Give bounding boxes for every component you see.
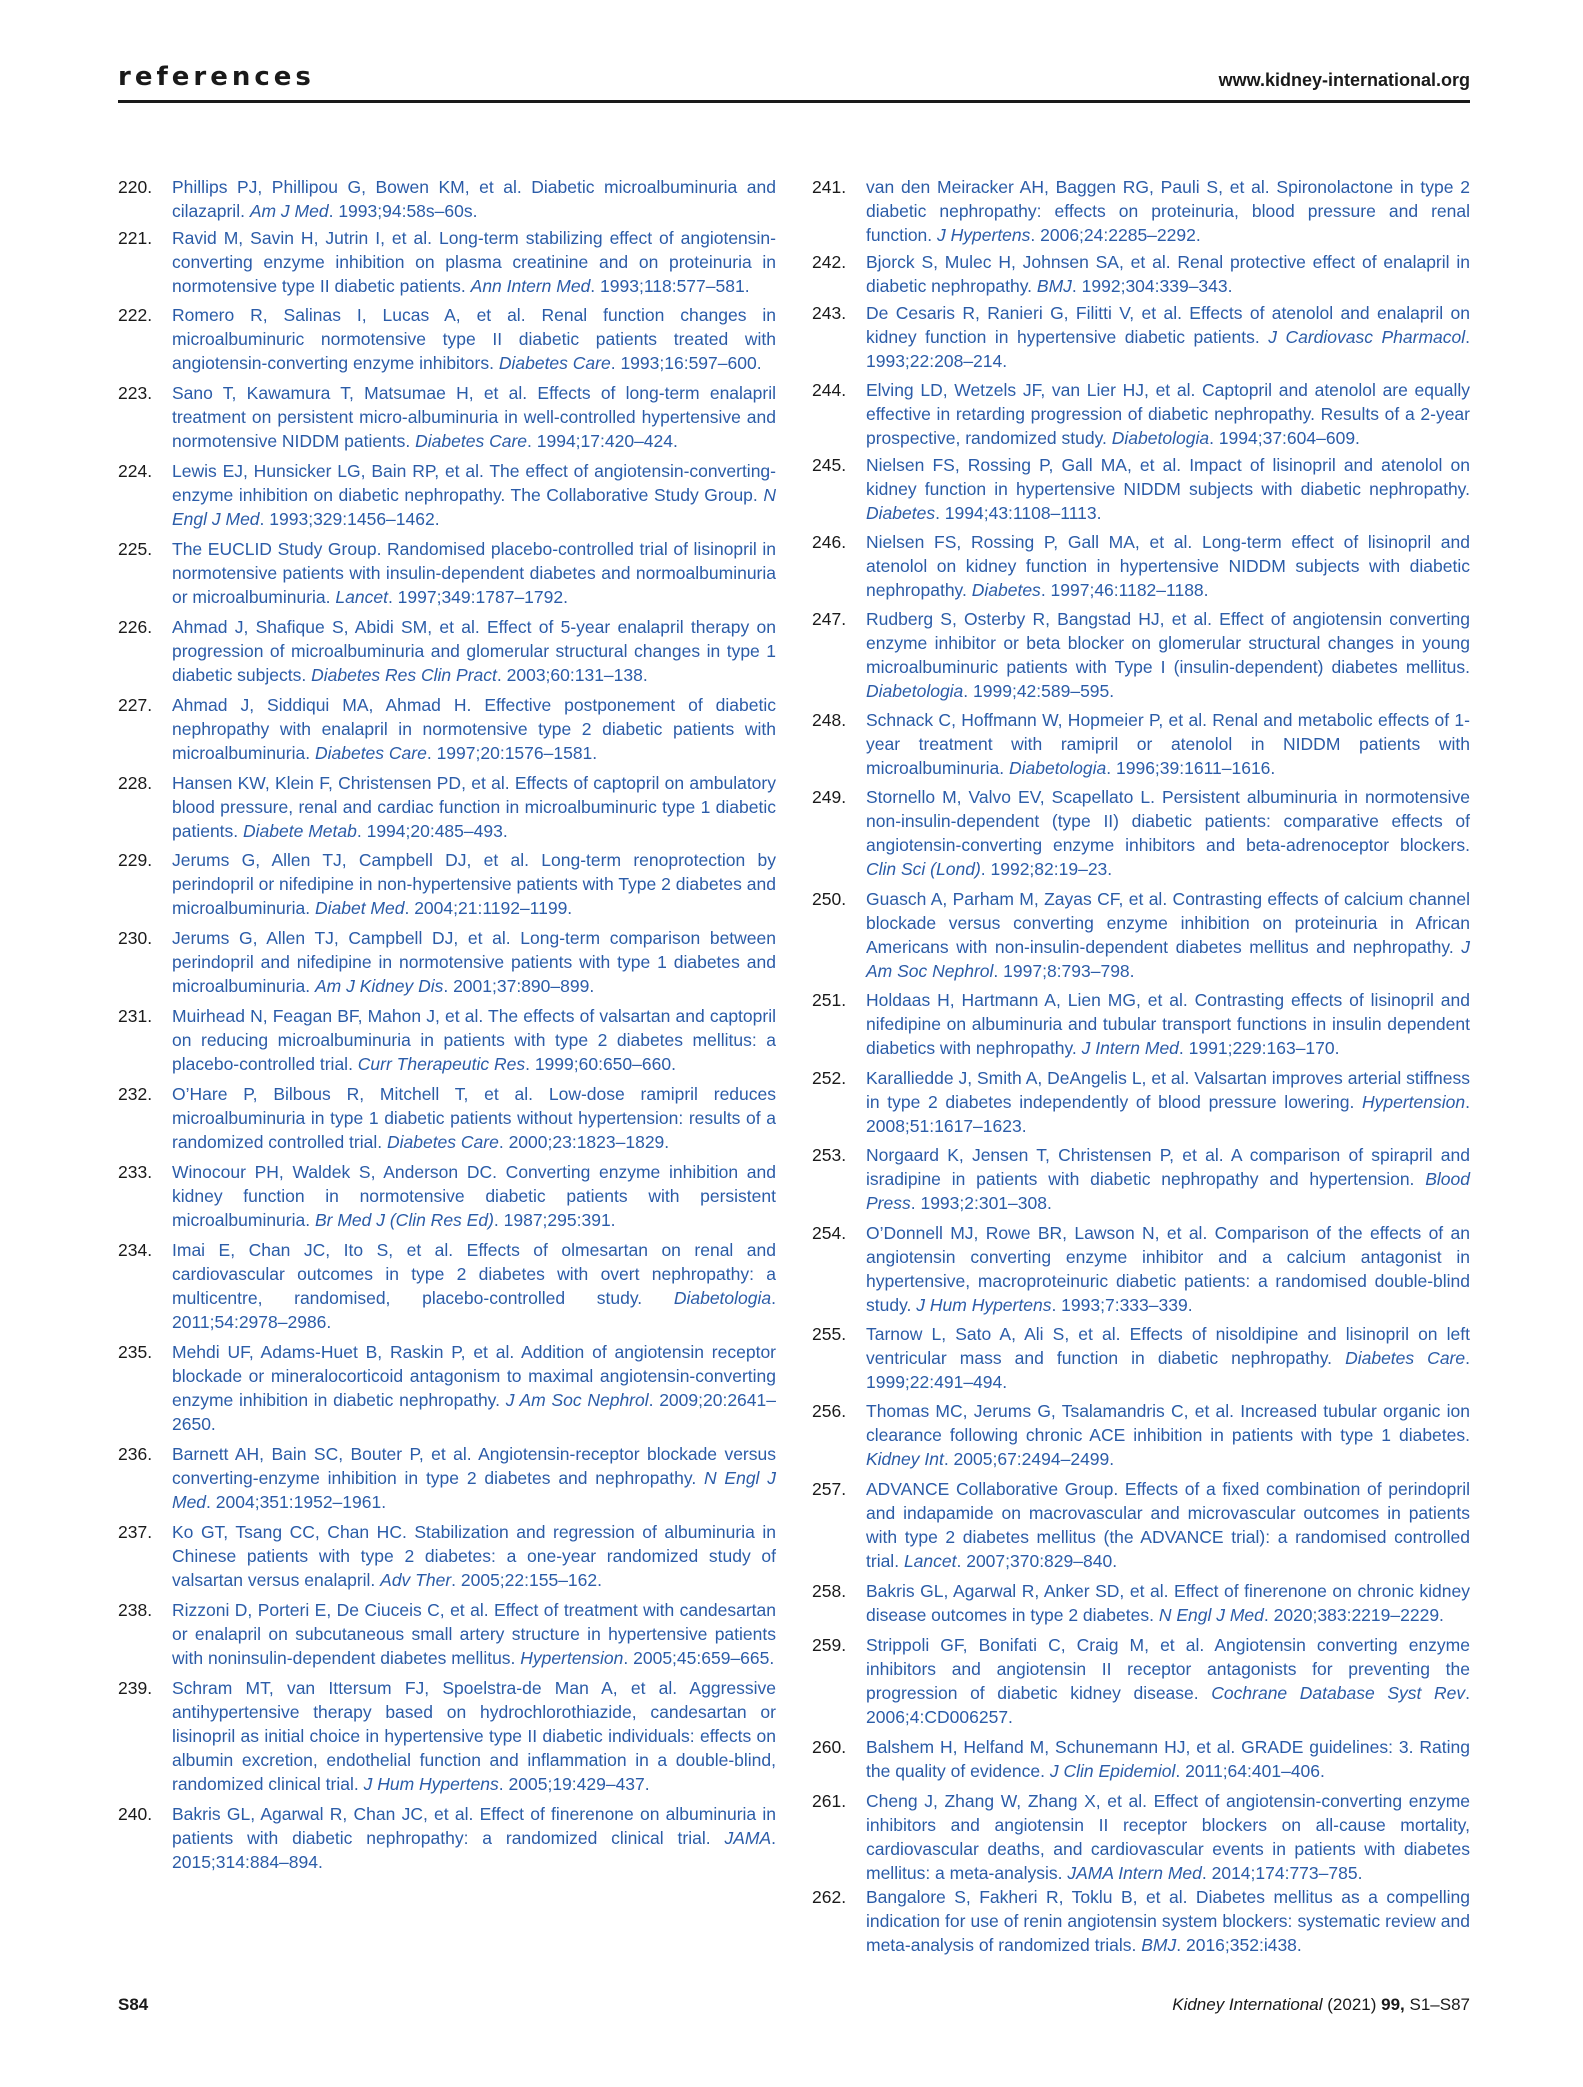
reference-number: 257. — [812, 1479, 847, 1499]
reference-number: 254. — [812, 1223, 847, 1243]
reference-link[interactable] — [172, 926, 776, 998]
reference-text: De Cesaris R, Ranieri G, Filitti V, et al. Effects of atenolol and enalapril on kidney function in hypertensive diabetic patients. — [866, 303, 1470, 347]
reference-item — [812, 250, 1470, 298]
reference-citation: . 1997;349:1787–1792. — [387, 587, 568, 607]
reference-number: 248. — [812, 710, 847, 730]
reference-number: 235. — [118, 1342, 153, 1362]
reference-link[interactable] — [172, 175, 776, 223]
reference-link[interactable] — [866, 607, 1470, 703]
journal-name: Kidney International — [1172, 1995, 1323, 2014]
reference-link[interactable] — [866, 1066, 1470, 1138]
reference-number: 224. — [118, 461, 153, 481]
reference-journal: BMJ — [1141, 1935, 1177, 1955]
reference-item — [118, 1676, 776, 1796]
reference-citation: . 1994;17:420–424. — [527, 431, 678, 451]
reference-text: Winocour PH, Waldek S, Anderson DC. Converting enzyme inhibition and kidney function in normotensive diabetic patients with persistent microalbuminuria. — [172, 1162, 776, 1230]
reference-text: Thomas MC, Jerums G, Tsalamandris C, et al. Increased tubular organic ion clearance following chronic ACE inhibition in patients with type 1 diabetes. — [866, 1401, 1470, 1445]
reference-link[interactable] — [866, 378, 1470, 450]
reference-journal: J Intern Med — [1081, 1038, 1179, 1058]
reference-item — [812, 453, 1470, 525]
reference-text: ADVANCE Collaborative Group. Effects of a fixed combination of perindopril and indapamide on macrovascular and microvascular outcomes in patients with type 2 diabetes mellitus (the ADVANCE trial): a randomised controlled trial. — [866, 1479, 1470, 1571]
reference-item — [118, 1238, 776, 1334]
reference-journal: Adv Ther — [380, 1570, 452, 1590]
reference-item — [118, 459, 776, 531]
reference-journal: Diabete Metab — [243, 821, 357, 841]
reference-text: Tarnow L, Sato A, Ali S, et al. Effects of nisoldipine and lisinopril on left ventricular mass and function in diabetic nephropathy. — [866, 1324, 1470, 1368]
reference-link[interactable] — [866, 1735, 1470, 1783]
reference-item — [812, 1399, 1470, 1471]
reference-journal: Diabetes Care — [415, 431, 528, 451]
reference-journal: Br Med J (Clin Res Ed) — [314, 1210, 494, 1230]
reference-text: Ko GT, Tsang CC, Chan HC. Stabilization and regression of albuminuria in Chinese patients with type 2 diabetes: a one-year randomized study of valsartan versus enalapril. — [172, 1522, 776, 1590]
reference-journal: Diabetes — [971, 580, 1041, 600]
reference-text: Barnett AH, Bain SC, Bouter P, et al. Angiotensin-receptor blockade versus converting-enzyme inhibition in type 2 diabetes and nephropathy. — [172, 1444, 776, 1488]
reference-journal: Kidney Int — [866, 1449, 944, 1469]
reference-text: Ravid M, Savin H, Jutrin I, et al. Long-term stabilizing effect of angiotensin-converting enzyme inhibition on plasma creatinine and on proteinuria in normotensive type II diabetic patients. — [172, 228, 776, 296]
reference-citation: . 2009;20:2641–2650. — [172, 1390, 776, 1434]
reference-journal: Diabetes Care — [1345, 1348, 1466, 1368]
reference-text: Ahmad J, Shafique S, Abidi SM, et al. Effect of 5-year enalapril therapy on progression of microalbuminuria and glomerular structural changes in type 1 diabetic subjects. — [172, 617, 776, 685]
reference-number: 231. — [118, 1006, 153, 1026]
reference-link[interactable] — [172, 1238, 776, 1334]
reference-text: Rudberg S, Osterby R, Bangstad HJ, et al. Effect of angiotensin converting enzyme inhibitor or beta blocker on glomerular structural changes in young microalbuminuric patients with Type I (insulin-dependent) diabetes mellitus. — [866, 609, 1470, 677]
reference-citation: . 1992;82:19–23. — [980, 859, 1113, 879]
reference-link[interactable] — [172, 615, 776, 687]
reference-item — [118, 1442, 776, 1514]
reference-link[interactable] — [172, 848, 776, 920]
reference-text: Bakris GL, Agarwal R, Anker SD, et al. Effect of finerenone on chronic kidney disease outcomes in type 2 diabetes. — [866, 1581, 1470, 1625]
reference-text: Holdaas H, Hartmann A, Lien MG, et al. Contrasting effects of lisinopril and nifedipine on albuminuria and tubular transport functions in insulin dependent diabetics with nephropathy. — [866, 990, 1470, 1058]
reference-text: Rizzoni D, Porteri E, De Ciuceis C, et al. Effect of treatment with candesartan or enalapril on subcutaneous small artery structure in hypertensive patients with noninsulin-dependent diabetes mellitus. — [172, 1600, 776, 1668]
reference-link[interactable] — [866, 785, 1470, 881]
reference-link[interactable] — [866, 530, 1470, 602]
reference-journal: N Engl J Med — [172, 485, 776, 529]
reference-link[interactable] — [866, 1143, 1470, 1215]
reference-citation: . 1993;118:577–581. — [590, 276, 750, 296]
journal-citation — [1172, 1995, 1470, 2015]
reference-journal: BMJ — [1036, 276, 1072, 296]
reference-citation: . 2003;60:131–138. — [496, 665, 648, 685]
reference-item — [118, 1802, 776, 1874]
reference-text: Strippoli GF, Bonifati C, Craig M, et al. Angiotensin converting enzyme inhibitors and angiotensin II receptor antagonists for preventing the progression of diabetic kidney disease. — [866, 1635, 1470, 1703]
reference-citation: . 1999;60:650–660. — [525, 1054, 676, 1074]
reference-item — [812, 1885, 1470, 1957]
reference-link[interactable] — [172, 1340, 776, 1436]
reference-number: 233. — [118, 1162, 153, 1182]
reference-item — [118, 771, 776, 843]
page-number: S84 — [118, 1995, 149, 2014]
reference-text: Bjorck S, Mulec H, Johnsen SA, et al. Renal protective effect of enalapril in diabetic nephropathy. — [866, 252, 1470, 296]
reference-citation: . 1996;39:1611–1616. — [1106, 758, 1276, 778]
reference-number: 251. — [812, 990, 847, 1010]
journal-pages: S1–S87 — [1409, 1995, 1470, 2014]
reference-text: Muirhead N, Feagan BF, Mahon J, et al. The effects of valsartan and captopril on reducing microalbuminuria in patients with type 2 diabetes mellitus: a placebo-controlled trial. — [172, 1006, 776, 1074]
section-title: references — [118, 62, 315, 92]
reference-citation: . 2016;352:i438. — [1176, 1935, 1302, 1955]
reference-number: 260. — [812, 1737, 847, 1757]
reference-journal: Diabetologia — [673, 1288, 772, 1308]
reference-text: Nielsen FS, Rossing P, Gall MA, et al. Impact of lisinopril and atenolol on kidney function in hypertensive NIDDM subjects with diabetic nephropathy. — [866, 455, 1470, 499]
reference-citation: . 1993;16:597–600. — [610, 353, 762, 373]
reference-item — [118, 226, 776, 298]
reference-journal: Hypertension — [520, 1648, 624, 1668]
reference-citation: . 1987;295:391. — [493, 1210, 616, 1230]
reference-number: 241. — [812, 177, 847, 197]
reference-journal: J Hypertens — [937, 225, 1031, 245]
reference-link[interactable] — [866, 453, 1470, 525]
reference-link[interactable] — [172, 381, 776, 453]
reference-citation: . 2011;64:401–406. — [1175, 1761, 1325, 1781]
reference-citation: . 1993;329:1456–1462. — [259, 509, 440, 529]
journal-year: (2021) — [1327, 1995, 1377, 2014]
reference-journal: Hypertension — [1362, 1092, 1466, 1112]
reference-item — [812, 1143, 1470, 1215]
reference-item — [118, 1598, 776, 1670]
reference-number: 246. — [812, 532, 847, 552]
reference-number: 252. — [812, 1068, 847, 1088]
reference-number: 228. — [118, 773, 153, 793]
reference-link[interactable] — [866, 1885, 1470, 1957]
reference-text: The EUCLID Study Group. Randomised placebo-controlled trial of lisinopril in normotensive patients with insulin-dependent diabetes and normoalbuminuria or microalbuminuria. — [172, 539, 776, 607]
reference-item — [812, 1789, 1470, 1885]
reference-link[interactable] — [866, 1399, 1470, 1471]
reference-citation: . 1999;22:491–494. — [866, 1348, 1470, 1392]
reference-journal: Cochrane Database Syst Rev — [1211, 1683, 1466, 1703]
reference-link[interactable] — [172, 1520, 776, 1592]
reference-text: Jerums G, Allen TJ, Campbell DJ, et al. Long-term renoprotection by perindopril or nifedipine in non-hypertensive patients with Type 2 diabetes and microalbuminuria. — [172, 850, 776, 918]
reference-journal: Diabetes — [866, 503, 936, 523]
reference-number: 250. — [812, 889, 847, 909]
reference-citation: . 2015;314:884–894. — [172, 1828, 776, 1872]
reference-citation: . 1997;8:793–798. — [993, 961, 1135, 981]
reference-number: 258. — [812, 1581, 847, 1601]
reference-citation: . 1993;94:58s–60s. — [328, 201, 478, 221]
reference-link[interactable] — [866, 887, 1470, 983]
reference-text: Sano T, Kawamura T, Matsumae H, et al. Effects of long-term enalapril treatment on persistent micro-albuminuria in well-controlled hypertensive and normotensive NIDDM patients. — [172, 383, 776, 451]
reference-citation: . 1993;2:301–308. — [910, 1193, 1052, 1213]
reference-citation: . 1993;7:333–339. — [1051, 1295, 1193, 1315]
reference-journal: Diabetes Care — [314, 743, 427, 763]
page-header — [118, 60, 1470, 103]
reference-item — [812, 301, 1470, 373]
reference-number: 234. — [118, 1240, 153, 1260]
reference-link[interactable] — [172, 693, 776, 765]
reference-journal: J Clin Epidemiol — [1049, 1761, 1176, 1781]
reference-link[interactable] — [172, 537, 776, 609]
reference-number: 227. — [118, 695, 153, 715]
reference-journal: Clin Sci (Lond) — [866, 859, 981, 879]
reference-item — [118, 303, 776, 375]
reference-number: 237. — [118, 1522, 153, 1542]
reference-item — [812, 785, 1470, 881]
reference-item — [118, 1160, 776, 1232]
reference-link[interactable] — [866, 708, 1470, 780]
reference-citation: . 2011;54:2978–2986. — [172, 1288, 776, 1332]
reference-column-left — [118, 175, 776, 1874]
reference-number: 259. — [812, 1635, 847, 1655]
reference-number: 256. — [812, 1401, 847, 1421]
reference-journal: Curr Therapeutic Res — [357, 1054, 526, 1074]
reference-text: Imai E, Chan JC, Ito S, et al. Effects of olmesartan on renal and cardiovascular outcomes in type 2 diabetes with overt nephropathy: a multicentre, randomised, placebo-controlled study. — [172, 1240, 776, 1308]
reference-journal: J Hum Hypertens — [363, 1774, 499, 1794]
reference-journal: Lancet — [335, 587, 388, 607]
reference-number: 236. — [118, 1444, 153, 1464]
reference-link[interactable] — [172, 226, 776, 298]
reference-number: 247. — [812, 609, 847, 629]
reference-journal: Ann Intern Med — [470, 276, 591, 296]
reference-item — [118, 175, 776, 223]
reference-number: 238. — [118, 1600, 153, 1620]
reference-link[interactable] — [172, 1160, 776, 1232]
reference-journal: J Hum Hypertens — [916, 1295, 1052, 1315]
reference-citation: . 2007;370:829–840. — [956, 1551, 1118, 1571]
reference-text: Hansen KW, Klein F, Christensen PD, et al. Effects of captopril on ambulatory blood pressure, renal and cardiac function in microalbuminuric type 1 diabetic patients. — [172, 773, 776, 841]
reference-text: Guasch A, Parham M, Zayas CF, et al. Contrasting effects of calcium channel blockade versus converting enzyme inhibition on proteinuria in African Americans with non-insulin-dependent diabetes mellitus and nephropathy. — [866, 889, 1470, 957]
reference-text: Ahmad J, Siddiqui MA, Ahmad H. Effective postponement of diabetic nephropathy with enalapril in normotensive type 2 diabetic patients with microalbuminuria. — [172, 695, 776, 763]
reference-number: 244. — [812, 380, 847, 400]
reference-item — [118, 693, 776, 765]
reference-citation: . 2005;45:659–665. — [623, 1648, 775, 1668]
reference-journal: Diabetologia — [866, 681, 964, 701]
reference-item — [118, 381, 776, 453]
reference-citation: . 1991;229:163–170. — [1178, 1038, 1340, 1058]
reference-link[interactable] — [866, 175, 1470, 247]
reference-journal: JAMA Intern Med — [1067, 1863, 1202, 1883]
reference-number: 225. — [118, 539, 153, 559]
reference-number: 253. — [812, 1145, 847, 1165]
reference-number: 262. — [812, 1887, 847, 1907]
reference-item — [118, 537, 776, 609]
reference-text: Mehdi UF, Adams-Huet B, Raskin P, et al. Addition of angiotensin receptor blockade or mineralocorticoid antagonism to maximal angiotensin-converting enzyme inhibition in diabetic nephropathy. — [172, 1342, 776, 1410]
reference-text: Romero R, Salinas I, Lucas A, et al. Renal function changes in microalbuminuric normotensive type II diabetic patients treated with angiotensin-converting enzyme inhibitors. — [172, 305, 776, 373]
reference-journal: JAMA — [724, 1828, 772, 1848]
reference-link[interactable] — [866, 1789, 1470, 1885]
reference-citation: . 1992;304:339–343. — [1071, 276, 1233, 296]
reference-number: 239. — [118, 1678, 153, 1698]
reference-citation: . 2005;67:2494–2499. — [943, 1449, 1115, 1469]
site-url[interactable]: www.kidney-international.org — [1218, 70, 1470, 90]
reference-link[interactable] — [172, 1802, 776, 1874]
reference-item — [812, 1322, 1470, 1394]
reference-citation: . 1997;46:1182–1188. — [1040, 580, 1209, 600]
reference-citation: . 2004;21:1192–1199. — [404, 898, 573, 918]
reference-link[interactable] — [866, 988, 1470, 1060]
reference-number: 243. — [812, 303, 847, 323]
reference-item — [118, 926, 776, 998]
reference-item — [812, 887, 1470, 983]
reference-number: 249. — [812, 787, 847, 807]
reference-item — [812, 1633, 1470, 1729]
reference-number: 242. — [812, 252, 847, 272]
reference-number: 221. — [118, 228, 153, 248]
reference-item — [812, 607, 1470, 703]
reference-citation: . 2006;24:2285–2292. — [1030, 225, 1201, 245]
reference-link[interactable] — [172, 771, 776, 843]
reference-citation: . 1999;42:589–595. — [963, 681, 1115, 701]
reference-text: Balshem H, Helfand M, Schunemann HJ, et al. GRADE guidelines: 3. Rating the quality of evidence. — [866, 1737, 1470, 1781]
reference-journal: J Am Soc Nephrol — [505, 1390, 649, 1410]
reference-item — [118, 1520, 776, 1592]
reference-journal: N Engl J Med — [1158, 1605, 1264, 1625]
reference-text: Lewis EJ, Hunsicker LG, Bain RP, et al. The effect of angiotensin-converting-enzyme inhibition on diabetic nephropathy. The Collaborative Study Group. — [172, 461, 776, 505]
reference-text: Phillips PJ, Phillipou G, Bowen KM, et al. Diabetic microalbuminuria and cilazapril. — [172, 177, 776, 221]
reference-journal: Diabet Med — [314, 898, 405, 918]
reference-text: O’Donnell MJ, Rowe BR, Lawson N, et al. Comparison of the effects of an angiotensin converting enzyme inhibitor and a calcium antagonist in hypertensive, macroproteinuric diabetic patients: a randomised double-blind study. — [866, 1223, 1470, 1315]
reference-number: 245. — [812, 455, 847, 475]
reference-link[interactable] — [866, 1477, 1470, 1573]
reference-item — [118, 1082, 776, 1154]
reference-text: Schnack C, Hoffmann W, Hopmeier P, et al. Renal and metabolic effects of 1-year treatment with ramipril or atenolol in NIDDM patients with microalbuminuria. — [866, 710, 1470, 778]
reference-citation: . 2008;51:1617–1623. — [866, 1092, 1470, 1136]
reference-link[interactable] — [172, 303, 776, 375]
reference-link[interactable] — [172, 459, 776, 531]
reference-journal: Diabetes Res Clin Pract — [311, 665, 497, 685]
reference-text: Elving LD, Wetzels JF, van Lier HJ, et al. Captopril and atenolol are equally effective in retarding progression of diabetic nephropathy. Results of a 2-year prospective, randomized study. — [866, 380, 1470, 448]
reference-item — [812, 1221, 1470, 1317]
reference-citation: . 2001;37:890–899. — [443, 976, 595, 996]
reference-number: 255. — [812, 1324, 847, 1344]
reference-journal: Diabetes Care — [386, 1132, 499, 1152]
reference-item — [118, 615, 776, 687]
reference-citation: . 1994;43:1108–1113. — [935, 503, 1102, 523]
reference-journal: Blood Press — [866, 1169, 1470, 1213]
reference-citation: . 1994;37:604–609. — [1209, 428, 1360, 448]
reference-citation: . 1997;20:1576–1581. — [426, 743, 598, 763]
reference-item — [812, 530, 1470, 602]
reference-journal: N Engl J Med — [172, 1468, 776, 1512]
reference-number: 220. — [118, 177, 153, 197]
reference-citation: . 2000;23:1823–1829. — [498, 1132, 670, 1152]
reference-citation: . 2005;19:429–437. — [498, 1774, 650, 1794]
reference-item — [812, 1579, 1470, 1627]
reference-number: 226. — [118, 617, 153, 637]
reference-item — [812, 1735, 1470, 1783]
reference-number: 261. — [812, 1791, 847, 1811]
reference-text: Stornello M, Valvo EV, Scapellato L. Persistent albuminuria in normotensive non-insulin-dependent (type II) diabetic patients: comparative effects of angiotensin-converting enzyme inhibitors and beta-adrenoceptor blockers. — [866, 787, 1470, 855]
reference-number: 229. — [118, 850, 153, 870]
reference-item — [118, 1004, 776, 1076]
reference-journal: Am J Med — [249, 201, 329, 221]
reference-item — [812, 708, 1470, 780]
reference-link[interactable] — [866, 1633, 1470, 1729]
reference-link[interactable] — [172, 1442, 776, 1514]
reference-text: Schram MT, van Ittersum FJ, Spoelstra-de Man A, et al. Aggressive antihypertensive therapy based on hydrochlorothiazide, candesartan or lisinopril as initial choice in hypertensive type II diabetic individuals: effects on albumin excretion, endothelial function and inflammation in a double-blind, randomized clinical trial. — [172, 1678, 776, 1794]
reference-citation: . 2014;174:773–785. — [1201, 1863, 1363, 1883]
reference-number: 240. — [118, 1804, 153, 1824]
reference-citation: . 2005;22:155–162. — [451, 1570, 602, 1590]
reference-citation: . 1993;22:208–214. — [866, 327, 1471, 371]
reference-text: O’Hare P, Bilbous R, Mitchell T, et al. Low-dose ramipril reduces microalbuminuria in type 1 diabetic patients without hypertension: results of a randomized controlled trial. — [172, 1084, 776, 1152]
reference-citation: . 1994;20:485–493. — [356, 821, 508, 841]
reference-link[interactable] — [866, 301, 1470, 373]
reference-text: Bakris GL, Agarwal R, Chan JC, et al. Effect of finerenone on albuminuria in patients with diabetic nephropathy: a randomized clinical trial. — [172, 1804, 776, 1848]
reference-item — [812, 175, 1470, 247]
reference-link[interactable] — [866, 1322, 1470, 1394]
reference-journal: Diabetologia — [1111, 428, 1210, 448]
reference-text: Karalliedde J, Smith A, DeAngelis L, et al. Valsartan improves arterial stiffness in type 2 diabetes independently of blood pressure lowering. — [866, 1068, 1470, 1112]
reference-link[interactable] — [172, 1676, 776, 1796]
reference-link[interactable] — [172, 1598, 776, 1670]
reference-text: van den Meiracker AH, Baggen RG, Pauli S, et al. Spironolactone in type 2 diabetic nephropathy: effects on proteinuria, blood pressure and renal function. — [866, 177, 1470, 245]
reference-link[interactable] — [866, 1221, 1470, 1317]
reference-item — [812, 378, 1470, 450]
reference-item — [118, 1340, 776, 1436]
reference-citation: . 2020;383:2219–2229. — [1263, 1605, 1444, 1625]
reference-journal: Am J Kidney Dis — [314, 976, 444, 996]
reference-journal: Lancet — [903, 1551, 957, 1571]
reference-number: 223. — [118, 383, 153, 403]
reference-number: 232. — [118, 1084, 153, 1104]
reference-journal: Diabetologia — [1008, 758, 1107, 778]
reference-text: Norgaard K, Jensen T, Christensen P, et al. A comparison of spirapril and isradipine in patients with diabetic nephropathy and hypertension. — [866, 1145, 1470, 1189]
reference-number: 222. — [118, 305, 153, 325]
reference-journal: J Cardiovasc Pharmacol — [1268, 327, 1466, 347]
reference-text: Nielsen FS, Rossing P, Gall MA, et al. Long-term effect of lisinopril and atenolol on kidney function in hypertensive NIDDM subjects with diabetic nephropathy. — [866, 532, 1470, 600]
reference-citation: . 2004;351:1952–1961. — [206, 1492, 387, 1512]
reference-text: Bangalore S, Fakheri R, Toklu B, et al. Diabetes mellitus as a compelling indication for use of renin angiotensin system blockers: systematic review and meta-analysis of randomized trials. — [866, 1887, 1470, 1955]
reference-link[interactable] — [172, 1082, 776, 1154]
reference-item — [812, 1477, 1470, 1573]
reference-column-right — [812, 175, 1470, 1957]
reference-text: Jerums G, Allen TJ, Campbell DJ, et al. Long-term comparison between perindopril and nifedipine in normotensive patients with type 1 diabetes and microalbuminuria. — [172, 928, 776, 996]
reference-text: Cheng J, Zhang W, Zhang X, et al. Effect of angiotensin-converting enzyme inhibitors and angiotensin II receptor blockers on all-cause mortality, cardiovascular deaths, and cardiovascular events in patients with diabetes mellitus: a meta-analysis. — [866, 1791, 1470, 1883]
reference-link[interactable] — [172, 1004, 776, 1076]
reference-journal: J Am Soc Nephrol — [866, 937, 1470, 981]
reference-item — [812, 1066, 1470, 1138]
reference-item — [118, 848, 776, 920]
reference-journal: Diabetes Care — [498, 353, 611, 373]
journal-volume: 99, — [1381, 1995, 1405, 2014]
reference-link[interactable] — [866, 250, 1470, 298]
reference-citation: . 2006;4:CD006257. — [866, 1683, 1470, 1727]
reference-number: 230. — [118, 928, 153, 948]
reference-item — [812, 988, 1470, 1060]
reference-link[interactable] — [866, 1579, 1470, 1627]
